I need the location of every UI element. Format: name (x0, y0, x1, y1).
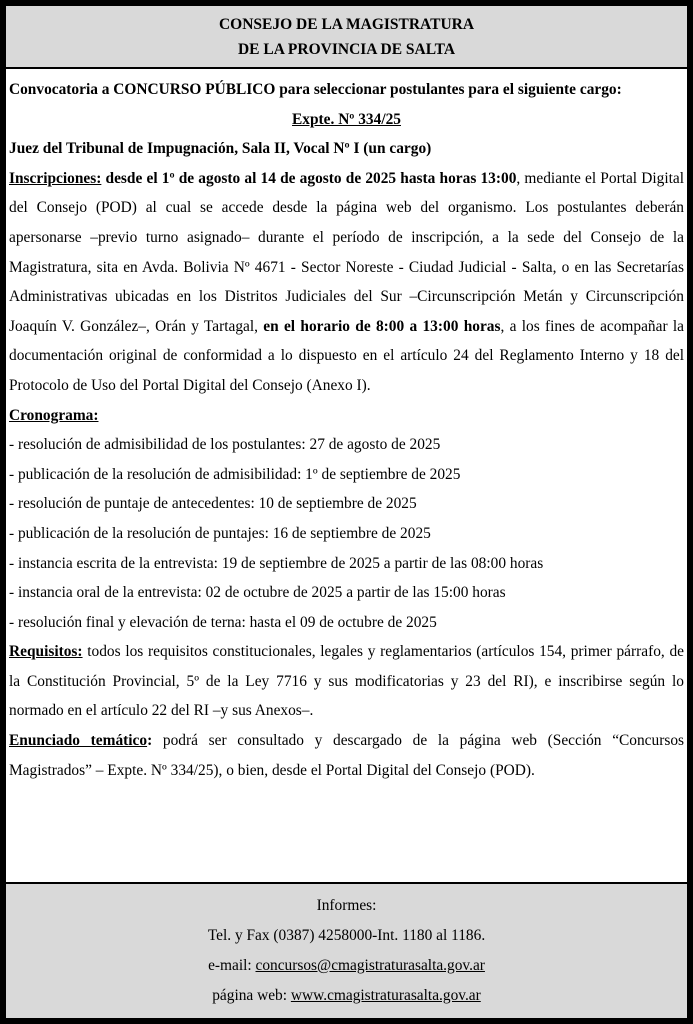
notice-footer (6, 884, 687, 1018)
footer-email-label: e-mail: (208, 957, 256, 974)
inscripciones-text-2: , a los fines de acompañar la documentación original de conformidad a lo dispuesto en el artículo 24 del Reglamento Interno y 18 del Protocolo de Uso del Portal Digital del Consejo (Anexo I). (9, 317, 684, 394)
notice (6, 6, 687, 1018)
notice-body (6, 69, 687, 884)
footer-email-line (208, 951, 485, 981)
cronograma-item: - instancia escrita de la entrevista: 19 de septiembre de 2025 a partir de las 08:00 horas (9, 554, 544, 572)
cronograma-item: - instancia oral de la entrevista: 02 de octubre de 2025 a partir de las 15:00 horas (9, 584, 506, 602)
website-link[interactable]: www.cmagistraturasalta.gov.ar (290, 987, 481, 1004)
convocatoria-text: Convocatoria a CONCURSO PÚBLICO para seleccionar postulantes para el siguiente cargo: (9, 81, 622, 98)
cronograma-item: - resolución final y elevación de terna: hasta el 09 de octubre de 2025 (9, 613, 437, 631)
footer-phone: Tel. y Fax (0387) 4258000-Int. 1180 al 1186. (207, 927, 486, 944)
footer-web-line (212, 981, 481, 1011)
email-link[interactable]: concursos@cmagistraturasalta.gov.ar (255, 957, 485, 974)
cronograma-item: - resolución de puntaje de antecedentes: 10 de septiembre de 2025 (9, 495, 417, 513)
cargo-title: Juez del Tribunal de Impugnación, Sala II, Vocal Nº I (un cargo) (9, 140, 432, 158)
requisitos-paragraph (9, 637, 684, 726)
footer-web-label: página web: (212, 987, 291, 1004)
inscripciones-dates: desde el 1º de agosto al 14 de agosto de 2025 hasta horas 13:00 (101, 169, 517, 187)
enunciado-colon: : (147, 732, 153, 750)
enunciado-label: Enunciado temático (9, 732, 148, 750)
notice-header (6, 6, 687, 69)
header-line-1: CONSEJO DE LA MAGISTRATURA (218, 15, 475, 33)
header-line-2: DE LA PROVINCIA DE SALTA (237, 40, 456, 58)
inscripciones-text-1: , mediante el Portal Digital del Consejo (POD) al cual se accede desde la página web del organismo. Los postulantes deberán apersonarse –previo turno asignado– durante el período de inscripción, a la sede del Consejo de la Magistratura, sita en Avda. Bolivia Nº 4671 - Sector Noreste - Ciudad Judicial - Salta, o en las Secretarías Administrativas ubicadas en los Distritos Judiciales del Sur –Circunscripción Metán y Circunscripción Joaquín V. González–, Orán y Tartagal, (9, 169, 685, 335)
inscripciones-paragraph (9, 164, 684, 401)
enunciado-paragraph (9, 726, 684, 785)
cronograma-item: - publicación de la resolución de admisibilidad: 1º de septiembre de 2025 (9, 465, 461, 483)
cronograma-item: - publicación de la resolución de puntajes: 16 de septiembre de 2025 (9, 524, 431, 542)
cronograma-label: Cronograma: (9, 406, 99, 424)
cronograma-item: - resolución de admisibilidad de los postulantes: 27 de agosto de 2025 (9, 436, 441, 454)
expediente-number: Expte. Nº 334/25 (292, 110, 401, 128)
inscripciones-label: Inscripciones: (9, 169, 102, 187)
inscripciones-hours: en el horario de 8:00 a 13:00 horas (263, 317, 501, 335)
requisitos-text: todos los requisitos constitucionales, legales y reglamentarios (artículos 154, primer párrafo, de la Constitución Provincial, 5º de la Ley 7716 y sus modificatorias y 23 del RI), e inscribirse según lo normado en el artículo 22 del RI –y sus Anexos–. (9, 643, 684, 720)
footer-title: Informes: (316, 897, 377, 914)
enunciado-text: podrá ser consultado y descargado de la página web (Sección “Concursos Magistrados” – Expte. Nº 334/25), o bien, desde el Portal Digital del Consejo (POD). (9, 732, 685, 779)
requisitos-label: Requisitos: (9, 643, 83, 661)
